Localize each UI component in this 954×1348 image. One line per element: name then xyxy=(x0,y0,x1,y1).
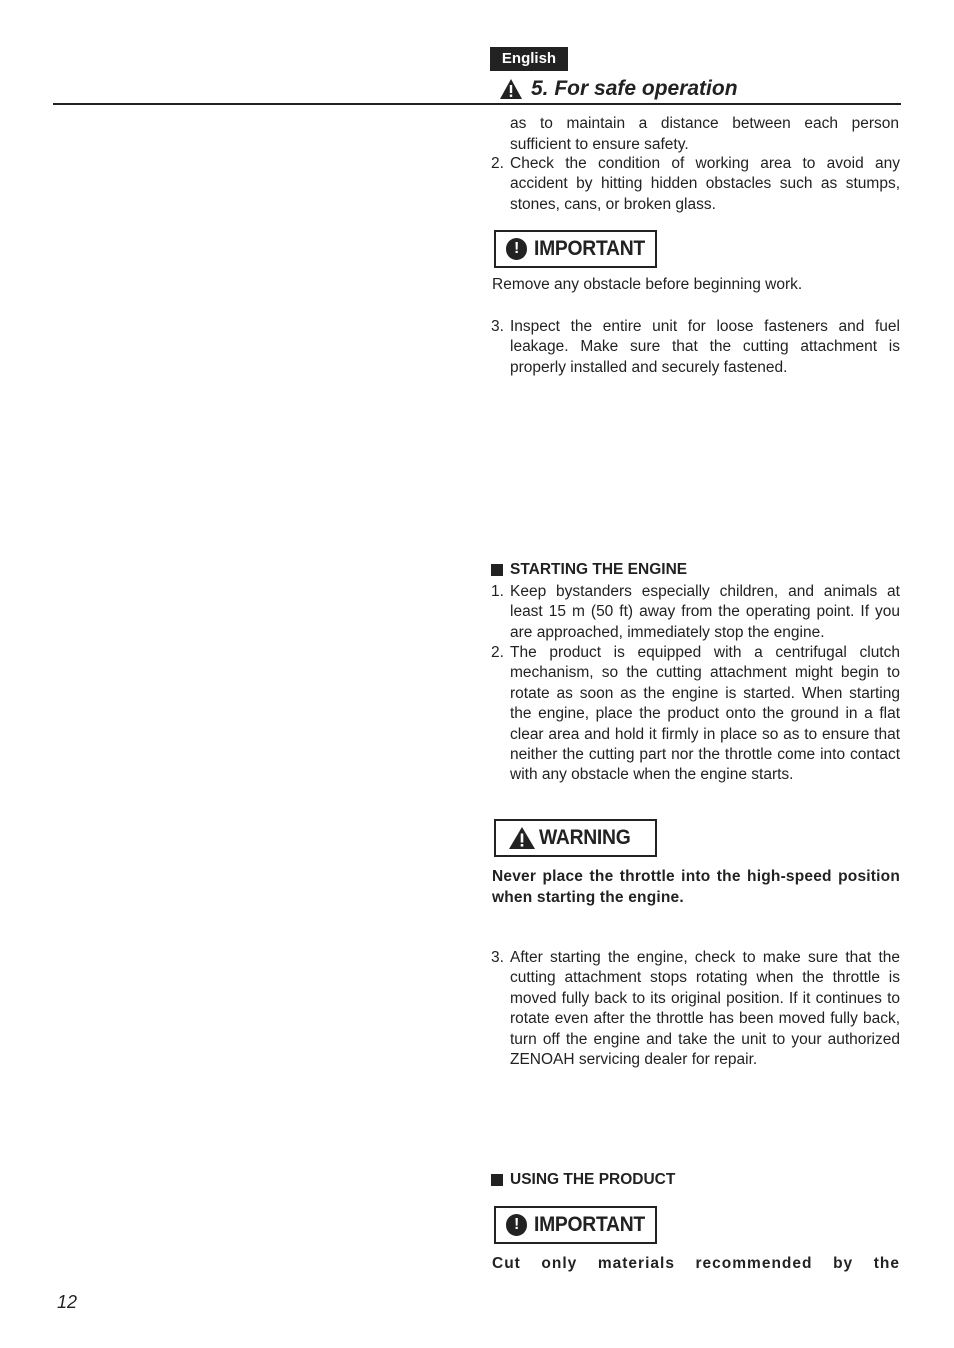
list-item xyxy=(491,154,900,215)
item-number: 2. xyxy=(491,644,504,661)
item-number: 3. xyxy=(491,318,504,335)
section-title: 5. For safe operation xyxy=(531,77,738,100)
important-text: Cut only materials recommended by the xyxy=(492,1255,900,1272)
section-heading-text: STARTING THE ENGINE xyxy=(510,561,688,578)
header-rule xyxy=(53,103,901,105)
section-heading xyxy=(491,561,687,579)
item-text: After starting the engine, check to make sure that the cutting attachment stops rotating when the throttle is moved fully back to its original position. If it continues to rotate even after the throttle has been moved fully back, turn off the engine and take the unit to your authorized ZENOAH servicing dealer for repair. xyxy=(510,949,900,1069)
page-number: 12 xyxy=(57,1292,78,1312)
warning-label: WARNING xyxy=(539,826,631,849)
item-text: Keep bystanders especially children, and animals at least 15 m (50 ft) away from the operating point. If you are approached, immediately stop the engine. xyxy=(510,583,900,641)
important-label: IMPORTANT xyxy=(534,237,646,260)
list-item xyxy=(491,643,900,786)
important-label: IMPORTANT xyxy=(534,1213,646,1236)
warning-triangle-icon xyxy=(508,826,536,850)
warning-badge xyxy=(494,819,657,857)
item-text: Check the condition of working area to avoid any accident by hitting hidden obstacles such as stumps, stones, cans, or broken glass. xyxy=(510,155,900,213)
list-item xyxy=(491,948,900,1070)
warning-text: Never place the throttle into the high-speed position when starting the engine. xyxy=(492,868,900,906)
item-number: 2. xyxy=(491,155,504,172)
intro-continuation: as to maintain a distance between each person sufficient to ensure safety. xyxy=(510,115,899,153)
exclamation-circle-icon: ! xyxy=(506,238,527,260)
list-item xyxy=(491,582,900,643)
list-item xyxy=(491,317,900,378)
language-tab: English xyxy=(490,47,568,71)
important-badge xyxy=(494,230,657,268)
warning-triangle-icon xyxy=(499,78,523,100)
section-heading xyxy=(491,1171,675,1189)
square-bullet-icon xyxy=(491,1174,503,1186)
item-number: 3. xyxy=(491,949,504,966)
section-heading-text: USING THE PRODUCT xyxy=(510,1171,676,1188)
item-text: The product is equipped with a centrifugal clutch mechanism, so the cutting attachment might begin to rotate as soon as the engine is started. When starting the engine, place the product onto the ground in a flat clear area and hold it firmly in place so as to ensure that neither the cutting part nor the throttle come into contact with any obstacle when the engine starts. xyxy=(510,644,900,784)
exclamation-circle-icon: ! xyxy=(506,1214,527,1236)
square-bullet-icon xyxy=(491,564,503,576)
item-number: 1. xyxy=(491,583,504,600)
section-header xyxy=(499,74,738,104)
item-text: Inspect the entire unit for loose fasteners and fuel leakage. Make sure that the cutting attachment is properly installed and securely fastened. xyxy=(510,318,900,376)
important-text: Remove any obstacle before beginning work. xyxy=(492,276,803,293)
important-badge xyxy=(494,1206,657,1244)
